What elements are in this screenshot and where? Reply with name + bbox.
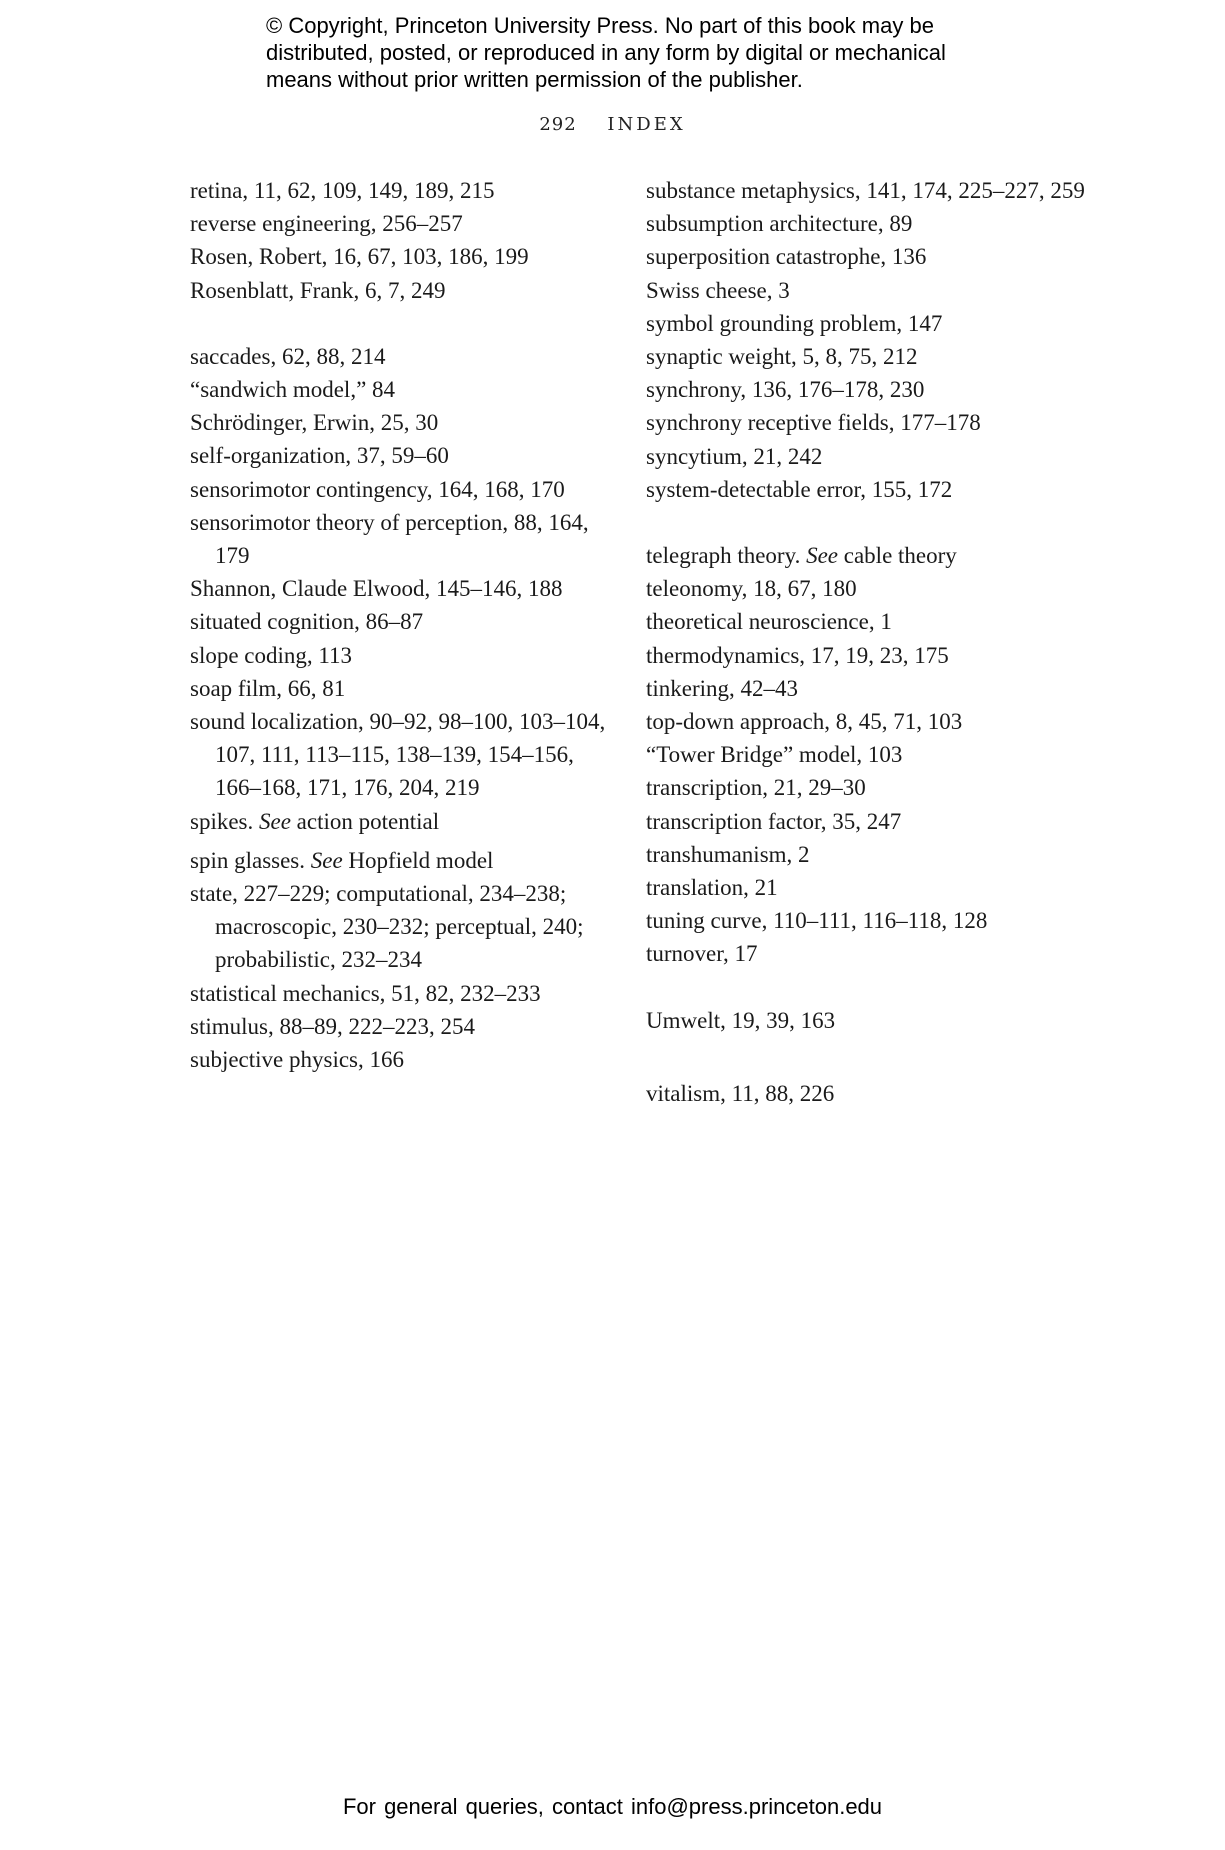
running-head [0, 114, 1225, 135]
index-entry: translation, 21 [646, 875, 778, 901]
index-entry: transcription factor, 35, 247 [646, 808, 902, 834]
index-entry: Shannon, Claude Elwood, 145–146, 188 [190, 576, 563, 602]
index-entry: slope coding, 113 [190, 642, 353, 668]
index-entry: sensorimotor theory of perception, 88, 164, 179 [190, 509, 589, 569]
see-label: See [806, 543, 839, 569]
index-entry: soap film, 66, 81 [190, 675, 346, 701]
index-entry-cross-ref [646, 539, 1086, 572]
index-entry: teleonomy, 18, 67, 180 [646, 576, 857, 602]
index-entry: synchrony receptive fields, 177–178 [646, 410, 981, 436]
index-entry: syncytium, 21, 242 [646, 443, 823, 469]
index-entry: statistical mechanics, 51, 82, 232–233 [190, 980, 541, 1006]
index-entry: state, 227–229; computational, 234–238; macroscopic, 230–232; perceptual, 240; probabilistic, 232–234 [190, 881, 584, 973]
index-entry: transcription, 21, 29–30 [646, 775, 866, 801]
index-column-left [190, 174, 610, 1076]
contact-footer: For general queries, contact info@press.princeton.edu [342, 1794, 883, 1819]
index-entry: system-detectable error, 155, 172 [646, 476, 953, 502]
index-entry: substance metaphysics, 141, 174, 225–227, 259 [646, 178, 1085, 203]
index-entry: vitalism, 11, 88, 226 [646, 1080, 835, 1106]
letter-group-spacer [646, 971, 1086, 1004]
index-entry: self-organization, 37, 59–60 [190, 443, 449, 469]
see-label: See [259, 808, 291, 834]
index-entry: top-down approach, 8, 45, 71, 103 [646, 709, 963, 735]
index-entry: reverse engineering, 256–257 [190, 211, 463, 237]
copyright-line: © Copyright, Princeton University Press. No part of this book may be [266, 13, 934, 38]
index-entry: transhumanism, 2 [646, 841, 810, 867]
entry-term: spikes. [190, 808, 254, 834]
letter-group-spacer [646, 506, 1086, 539]
copyright-notice [266, 12, 1026, 93]
index-entry: Rosen, Robert, 16, 67, 103, 186, 199 [190, 244, 529, 270]
index-entry: turnover, 17 [646, 941, 758, 967]
index-entry: synaptic weight, 5, 8, 75, 212 [646, 344, 918, 370]
index-entry: subjective physics, 166 [190, 1047, 404, 1073]
index-column-right [646, 174, 1086, 1110]
index-entry: stimulus, 88–89, 222–223, 254 [190, 1013, 475, 1039]
index-entry: “Tower Bridge” model, 103 [646, 742, 903, 768]
index-entry: symbol grounding problem, 147 [646, 310, 943, 336]
index-entry: thermodynamics, 17, 19, 23, 175 [646, 642, 949, 668]
copyright-line: means without prior written permission of the publisher. [266, 67, 803, 92]
section-title: INDEX [607, 114, 686, 135]
index-entry: sensorimotor contingency, 164, 168, 170 [190, 476, 565, 502]
index-entry-cross-ref [190, 844, 610, 877]
index-entry: “sandwich model,” 84 [190, 377, 396, 403]
see-target: Hopfield model [348, 847, 494, 873]
entry-term: telegraph theory. [646, 543, 801, 569]
index-entry: Umwelt, 19, 39, 163 [646, 1007, 836, 1033]
index-entry: saccades, 62, 88, 214 [190, 343, 386, 369]
letter-group-spacer [646, 1037, 1086, 1077]
index-entry: synchrony, 136, 176–178, 230 [646, 377, 925, 403]
index-entry: theoretical neuroscience, 1 [646, 609, 892, 635]
index-entry: superposition catastrophe, 136 [646, 244, 927, 270]
index-entry: subsumption architecture, 89 [646, 211, 913, 237]
index-entry-cross-ref [190, 805, 610, 838]
entry-term: spin glasses. [190, 847, 305, 873]
index-entry: Swiss cheese, 3 [646, 277, 790, 303]
index-entry: situated cognition, 86–87 [190, 609, 424, 635]
see-target: cable theory [843, 543, 957, 569]
page-number: 292 [539, 114, 577, 135]
index-entry: sound localization, 90–92, 98–100, 103–104, 107, 111, 113–115, 138–139, 154–156, 166–168, 171, 176, 204, 219 [190, 709, 606, 801]
index-entry: retina, 11, 62, 109, 149, 189, 215 [190, 178, 495, 203]
index-entry: Schrödinger, Erwin, 25, 30 [190, 410, 439, 436]
copyright-line: distributed, posted, or reproduced in any form by digital or mechanical [266, 40, 946, 65]
letter-group-spacer [190, 307, 610, 340]
see-label: See [310, 847, 343, 873]
index-entry: Rosenblatt, Frank, 6, 7, 249 [190, 277, 446, 303]
index-entry: tuning curve, 110–111, 116–118, 128 [646, 908, 988, 934]
index-entry: tinkering, 42–43 [646, 675, 799, 701]
see-target: action potential [296, 808, 440, 834]
